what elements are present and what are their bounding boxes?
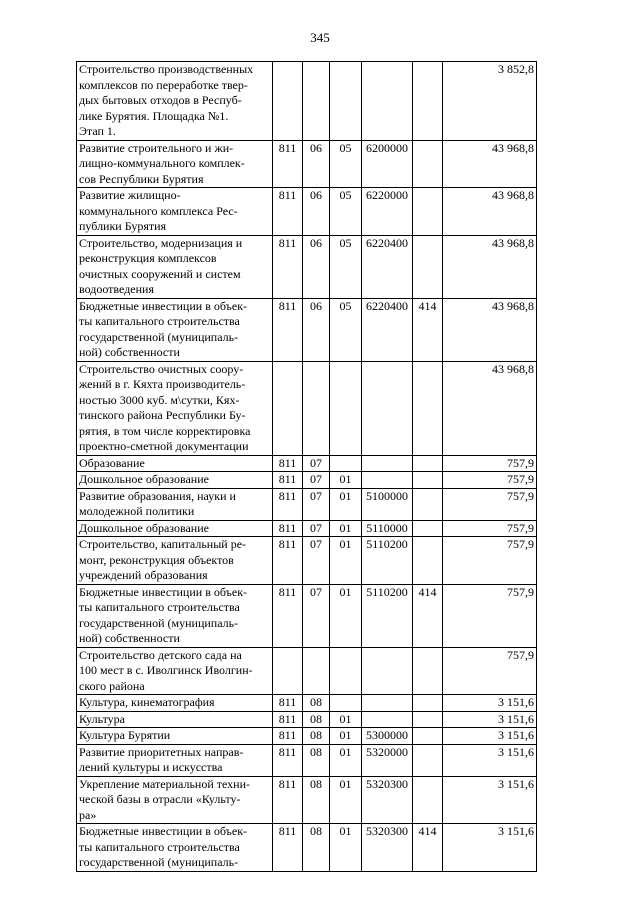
subsection-code-cell xyxy=(330,647,362,695)
expense-type-code-cell xyxy=(413,520,443,537)
expense-type-code-cell xyxy=(413,647,443,695)
department-code-cell: 811 xyxy=(273,711,303,728)
target-article-code-cell: 5320300 xyxy=(362,776,413,824)
target-article-code-cell: 5110200 xyxy=(362,537,413,585)
amount-cell: 757,9 xyxy=(443,537,537,585)
item-name-line: комплексов по переработке твер- xyxy=(79,77,248,92)
item-name-line: Этап 1. xyxy=(79,124,116,138)
department-code-cell: 811 xyxy=(273,488,303,520)
section-code-cell xyxy=(303,647,330,695)
item-name-line: водоотведения xyxy=(79,282,154,296)
amount-cell: 43 968,8 xyxy=(443,361,537,455)
target-article-code-cell: 5110000 xyxy=(362,520,413,537)
target-article-code-cell: 5100000 xyxy=(362,488,413,520)
table-row xyxy=(77,728,537,745)
department-code-cell: 811 xyxy=(273,188,303,236)
section-code-cell: 06 xyxy=(303,298,330,361)
section-code-cell: 08 xyxy=(303,776,330,824)
subsection-code-cell: 01 xyxy=(330,537,362,585)
section-code-cell: 07 xyxy=(303,520,330,537)
amount-cell: 3 151,6 xyxy=(443,744,537,776)
department-code-cell: 811 xyxy=(273,744,303,776)
table-row xyxy=(77,472,537,489)
expense-type-code-cell xyxy=(413,140,443,188)
item-name-line: Развитие жилищно- xyxy=(79,188,181,202)
department-code-cell: 811 xyxy=(273,824,303,872)
subsection-code-cell: 01 xyxy=(330,472,362,489)
department-code-cell: 811 xyxy=(273,298,303,361)
expense-type-code-cell xyxy=(413,361,443,455)
department-code-cell: 811 xyxy=(273,520,303,537)
item-name-line: коммунального комплекса Рес- xyxy=(79,203,238,218)
item-name-line: Развитие образования, науки и xyxy=(79,488,236,503)
amount-cell: 43 968,8 xyxy=(443,298,537,361)
item-name-cell xyxy=(77,361,273,455)
amount-cell: 3 151,6 xyxy=(443,695,537,712)
item-name-line: проектно-сметной документации xyxy=(79,439,249,453)
target-article-code-cell xyxy=(362,455,413,472)
item-name-line: Развитие приоритетных направ- xyxy=(79,744,244,759)
expense-type-code-cell xyxy=(413,776,443,824)
item-name-cell xyxy=(77,455,273,472)
section-code-cell: 08 xyxy=(303,695,330,712)
department-code-cell: 811 xyxy=(273,140,303,188)
budget-table-body xyxy=(77,62,537,872)
target-article-code-cell: 6220400 xyxy=(362,235,413,298)
target-article-code-cell xyxy=(362,647,413,695)
subsection-code-cell: 01 xyxy=(330,711,362,728)
item-name-line: ной) собственности xyxy=(79,345,180,359)
item-name-line: очистных сооружений и систем xyxy=(79,266,241,281)
item-name-cell xyxy=(77,776,273,824)
item-name-line: Строительство очистных соору- xyxy=(79,361,244,376)
item-name-cell xyxy=(77,62,273,141)
expense-type-code-cell xyxy=(413,188,443,236)
budget-table xyxy=(76,61,537,872)
expense-type-code-cell: 414 xyxy=(413,824,443,872)
target-article-code-cell: 6220000 xyxy=(362,188,413,236)
item-name-line: сов Республики Бурятия xyxy=(79,171,204,186)
expense-type-code-cell: 414 xyxy=(413,298,443,361)
item-name-line: Культура, кинематография xyxy=(79,695,215,709)
item-name-line: государственной (муниципаль- xyxy=(79,855,239,869)
item-name-line: ты капитального строительства xyxy=(79,600,240,614)
subsection-code-cell xyxy=(330,62,362,141)
table-row xyxy=(77,537,537,585)
target-article-code-cell: 6220400 xyxy=(362,298,413,361)
target-article-code-cell xyxy=(362,711,413,728)
item-name-line: Строительство, капитальный ре- xyxy=(79,537,247,551)
section-code-cell: 07 xyxy=(303,488,330,520)
item-name-line: реконструкция комплексов xyxy=(79,251,217,265)
item-name-cell xyxy=(77,728,273,745)
department-code-cell: 811 xyxy=(273,695,303,712)
table-row xyxy=(77,488,537,520)
table-row xyxy=(77,235,537,298)
section-code-cell: 07 xyxy=(303,472,330,489)
department-code-cell xyxy=(273,361,303,455)
item-name-cell xyxy=(77,711,273,728)
item-name-cell xyxy=(77,235,273,298)
item-name-line: Бюджетные инвестиции в объек- xyxy=(79,584,248,599)
subsection-code-cell: 01 xyxy=(330,776,362,824)
item-name-cell xyxy=(77,824,273,872)
department-code-cell: 811 xyxy=(273,455,303,472)
section-code-cell: 06 xyxy=(303,188,330,236)
target-article-code-cell xyxy=(362,62,413,141)
department-code-cell: 811 xyxy=(273,537,303,585)
expense-type-code-cell xyxy=(413,488,443,520)
item-name-line: молодежной политики xyxy=(79,504,195,518)
table-row xyxy=(77,824,537,872)
amount-cell: 3 151,6 xyxy=(443,824,537,872)
amount-cell: 757,9 xyxy=(443,488,537,520)
item-name-cell xyxy=(77,188,273,236)
target-article-code-cell: 5320300 xyxy=(362,824,413,872)
table-row xyxy=(77,298,537,361)
item-name-line: Укрепление материальной техни- xyxy=(79,776,251,791)
amount-cell: 3 852,8 xyxy=(443,62,537,141)
item-name-line: ческой базы в отрасли «Культу- xyxy=(79,792,241,806)
item-name-line: Дошкольное образование xyxy=(79,472,209,486)
subsection-code-cell xyxy=(330,695,362,712)
section-code-cell xyxy=(303,62,330,141)
section-code-cell: 07 xyxy=(303,455,330,472)
section-code-cell: 08 xyxy=(303,824,330,872)
expense-type-code-cell xyxy=(413,62,443,141)
item-name-line: государственной (муниципаль- xyxy=(79,615,239,630)
table-row xyxy=(77,776,537,824)
amount-cell: 43 968,8 xyxy=(443,140,537,188)
subsection-code-cell: 05 xyxy=(330,235,362,298)
target-article-code-cell xyxy=(362,361,413,455)
page-number: 345 xyxy=(310,30,330,45)
department-code-cell: 811 xyxy=(273,472,303,489)
target-article-code-cell: 6200000 xyxy=(362,140,413,188)
item-name-line: лений культуры и искусства xyxy=(79,760,223,774)
item-name-cell xyxy=(77,520,273,537)
section-code-cell: 08 xyxy=(303,744,330,776)
amount-cell: 757,9 xyxy=(443,520,537,537)
item-name-line: лищно-коммунального комплек- xyxy=(79,156,245,170)
expense-type-code-cell xyxy=(413,695,443,712)
item-name-line: Строительство детского сада на xyxy=(79,647,242,662)
item-name-line: Строительство, модернизация и xyxy=(79,235,243,250)
item-name-line: публики Бурятия xyxy=(79,219,167,233)
item-name-line: Бюджетные инвестиции в объек- xyxy=(79,298,248,313)
section-code-cell: 07 xyxy=(303,584,330,647)
item-name-line: ского района xyxy=(79,678,145,693)
item-name-line: Дошкольное образование xyxy=(79,520,209,535)
table-row xyxy=(77,455,537,472)
section-code-cell: 08 xyxy=(303,711,330,728)
item-name-line: 100 мест в с. Иволгинск Иволгин- xyxy=(79,663,253,677)
table-row xyxy=(77,62,537,141)
item-name-cell xyxy=(77,472,273,489)
item-name-line: Строительство производственных xyxy=(79,62,254,76)
amount-cell: 757,9 xyxy=(443,647,537,695)
item-name-line: ты капитального строительства xyxy=(79,839,240,854)
table-row xyxy=(77,520,537,537)
expense-type-code-cell xyxy=(413,728,443,745)
subsection-code-cell: 01 xyxy=(330,520,362,537)
subsection-code-cell: 01 xyxy=(330,744,362,776)
target-article-code-cell xyxy=(362,472,413,489)
section-code-cell: 08 xyxy=(303,728,330,745)
expense-type-code-cell xyxy=(413,537,443,585)
item-name-line: Образование xyxy=(79,455,145,470)
item-name-line: Бюджетные инвестиции в объек- xyxy=(79,824,248,838)
subsection-code-cell xyxy=(330,361,362,455)
expense-type-code-cell xyxy=(413,711,443,728)
amount-cell: 757,9 xyxy=(443,472,537,489)
section-code-cell xyxy=(303,361,330,455)
item-name-cell xyxy=(77,140,273,188)
subsection-code-cell: 01 xyxy=(330,728,362,745)
target-article-code-cell: 5300000 xyxy=(362,728,413,745)
table-row xyxy=(77,140,537,188)
item-name-cell xyxy=(77,537,273,585)
target-article-code-cell xyxy=(362,695,413,712)
department-code-cell: 811 xyxy=(273,776,303,824)
table-row xyxy=(77,711,537,728)
section-code-cell: 06 xyxy=(303,235,330,298)
item-name-line: Развитие строительного и жи- xyxy=(79,140,234,155)
table-row xyxy=(77,361,537,455)
item-name-cell xyxy=(77,298,273,361)
department-code-cell: 811 xyxy=(273,235,303,298)
amount-cell: 3 151,6 xyxy=(443,711,537,728)
subsection-code-cell: 01 xyxy=(330,488,362,520)
item-name-line: ра» xyxy=(79,807,97,822)
department-code-cell: 811 xyxy=(273,584,303,647)
item-name-line: ной) собственности xyxy=(79,631,180,645)
item-name-line: тинского района Республики Бу- xyxy=(79,408,246,422)
section-code-cell: 06 xyxy=(303,140,330,188)
amount-cell: 757,9 xyxy=(443,455,537,472)
item-name-line: учреждений образования xyxy=(79,568,208,582)
target-article-code-cell: 5110200 xyxy=(362,584,413,647)
item-name-line: Культура Бурятии xyxy=(79,728,171,742)
item-name-line: государственной (муниципаль- xyxy=(79,329,239,344)
section-code-cell: 07 xyxy=(303,537,330,585)
item-name-line: рятия, в том числе корректировка xyxy=(79,423,251,438)
amount-cell: 3 151,6 xyxy=(443,776,537,824)
expense-type-code-cell xyxy=(413,472,443,489)
item-name-line: лике Бурятия. Площадка №1. xyxy=(79,108,229,123)
department-code-cell xyxy=(273,647,303,695)
expense-type-code-cell: 414 xyxy=(413,584,443,647)
amount-cell: 43 968,8 xyxy=(443,188,537,236)
table-row xyxy=(77,744,537,776)
department-code-cell xyxy=(273,62,303,141)
item-name-line: ностью 3000 куб. м\сутки, Кях- xyxy=(79,392,240,407)
item-name-line: дых бытовых отходов в Респуб- xyxy=(79,93,242,107)
item-name-line: монт, реконструкция объектов xyxy=(79,552,234,567)
item-name-cell xyxy=(77,488,273,520)
subsection-code-cell: 01 xyxy=(330,824,362,872)
subsection-code-cell: 05 xyxy=(330,140,362,188)
subsection-code-cell: 01 xyxy=(330,584,362,647)
item-name-line: жений в г. Кяхта производитель- xyxy=(79,377,246,391)
item-name-cell xyxy=(77,695,273,712)
subsection-code-cell: 05 xyxy=(330,188,362,236)
amount-cell: 3 151,6 xyxy=(443,728,537,745)
amount-cell: 757,9 xyxy=(443,584,537,647)
table-row xyxy=(77,584,537,647)
expense-type-code-cell xyxy=(413,235,443,298)
item-name-cell xyxy=(77,744,273,776)
subsection-code-cell: 05 xyxy=(330,298,362,361)
expense-type-code-cell xyxy=(413,455,443,472)
table-row xyxy=(77,188,537,236)
expense-type-code-cell xyxy=(413,744,443,776)
item-name-cell xyxy=(77,584,273,647)
table-row xyxy=(77,695,537,712)
item-name-line: ты капитального строительства xyxy=(79,314,240,328)
department-code-cell: 811 xyxy=(273,728,303,745)
table-row xyxy=(77,647,537,695)
subsection-code-cell xyxy=(330,455,362,472)
amount-cell: 43 968,8 xyxy=(443,235,537,298)
target-article-code-cell: 5320000 xyxy=(362,744,413,776)
item-name-line: Культура xyxy=(79,711,125,726)
item-name-cell xyxy=(77,647,273,695)
